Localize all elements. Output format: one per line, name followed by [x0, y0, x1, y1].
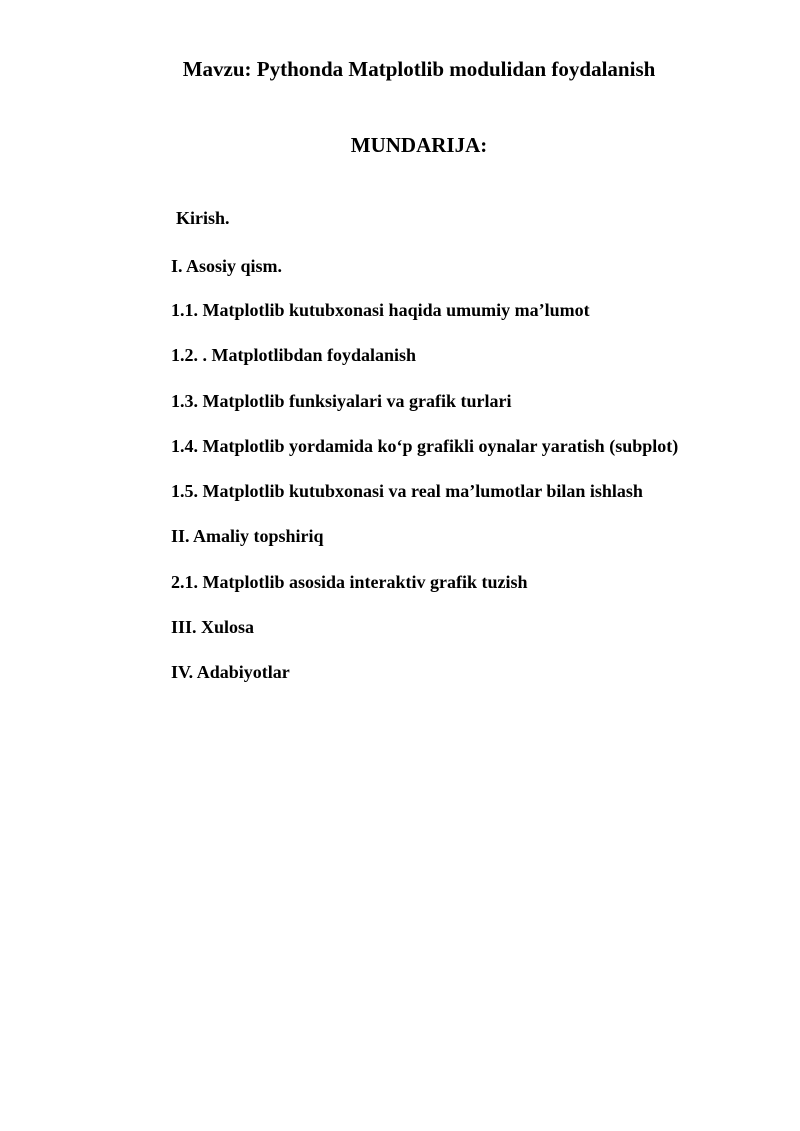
toc-item-conclusion: III. Xulosa: [171, 617, 255, 637]
toc-item-practical-task: II. Amaliy topshiriq: [171, 526, 324, 546]
toc-item-1-3: 1.3. Matplotlib funksiyalari va grafik turlari: [171, 391, 512, 411]
toc-item-main-part: I. Asosiy qism.: [171, 256, 283, 276]
toc-item-introduction: Kirish.: [176, 208, 230, 228]
toc-item-1-2: 1.2. . Matplotlibdan foydalanish: [171, 345, 417, 365]
toc-item-1-1: 1.1. Matplotlib kutubxonasi haqida umumiy ma’lumot: [171, 300, 590, 320]
toc-heading: MUNDARIJA:: [350, 133, 488, 157]
toc-item-2-1: 2.1. Matplotlib asosida interaktiv grafik tuzish: [171, 572, 528, 592]
page-title: Mavzu: Pythonda Matplotlib modulidan foydalanish: [182, 57, 656, 81]
toc-item-1-5: 1.5. Matplotlib kutubxonasi va real ma’lumotlar bilan ishlash: [171, 481, 643, 501]
toc-item-1-4: 1.4. Matplotlib yordamida ko‘p grafikli oynalar yaratish (subplot): [171, 436, 679, 456]
toc-item-references: IV. Adabiyotlar: [171, 662, 290, 682]
